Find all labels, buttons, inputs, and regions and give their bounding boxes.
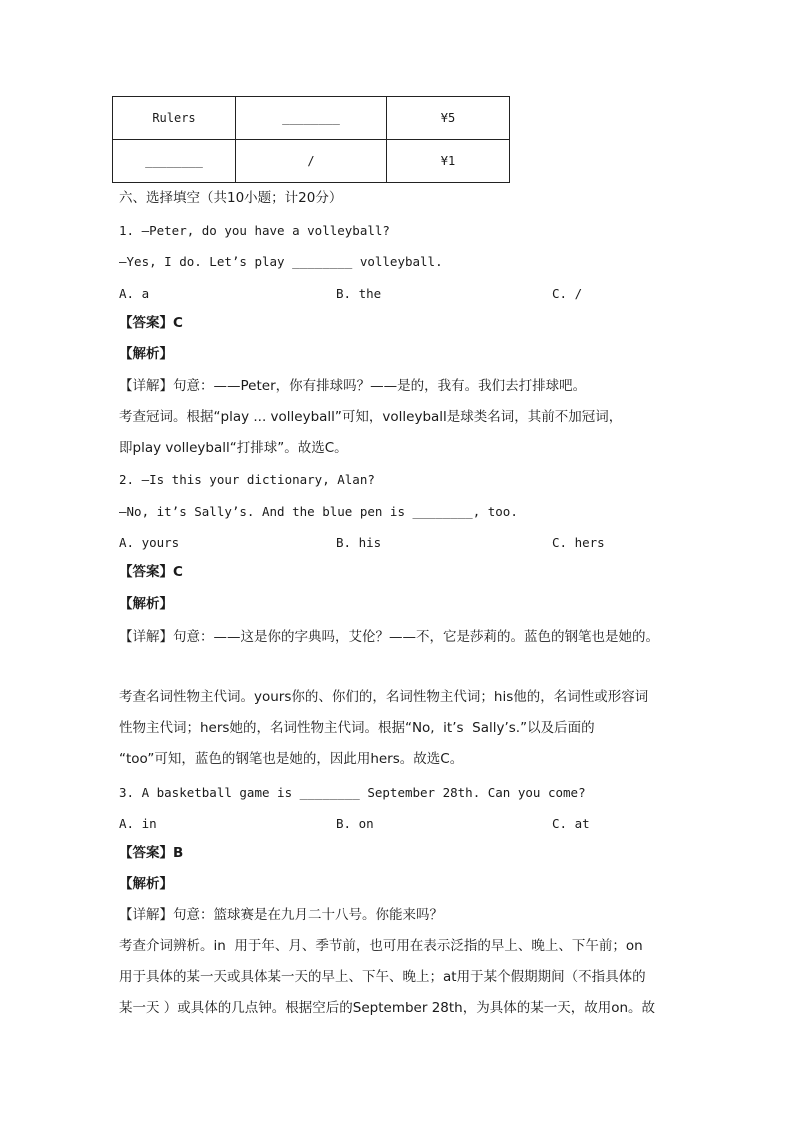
option-c: C. / — [552, 286, 583, 301]
question-2-analysis: 【解析】 — [119, 596, 173, 612]
question-2-answer: 【答案】C — [119, 564, 183, 580]
table-cell: ________ — [113, 140, 236, 183]
question-3-explanation: 考查介词辨析。in 用于年、月、季节前，也可用在表示泛指的早上、晚上、下午前；on — [119, 938, 643, 954]
table-cell: ________ — [236, 97, 387, 140]
question-2-reply: —No, it’s Sally’s. And the blue pen is ________, too. — [119, 504, 518, 519]
question-3-detail: 【详解】句意：篮球赛是在九月二十八号。你能来吗？ — [119, 907, 443, 923]
option-a: A. in — [119, 816, 157, 831]
option-a: A. yours — [119, 535, 180, 550]
table-row — [113, 97, 510, 140]
option-c: C. at — [552, 816, 590, 831]
question-1-reply: —Yes, I do. Let’s play ________ volleyball. — [119, 254, 443, 269]
option-b: B. on — [336, 816, 374, 831]
question-2-explanation: “too”可知，蓝色的钢笔也是她的，因此用hers。故选C。 — [119, 751, 464, 767]
question-3-explanation: 用于具体的某一天或具体某一天的早上、下午、晚上；at用于某个假期期间（不指具体的 — [119, 969, 646, 985]
table-cell: ¥5 — [387, 97, 510, 140]
option-b: B. the — [336, 286, 382, 301]
question-1-analysis: 【解析】 — [119, 346, 173, 362]
option-a: A. a — [119, 286, 150, 301]
question-1-prompt: 1. —Peter, do you have a volleyball? — [119, 223, 390, 238]
question-2-detail: 【详解】句意：——这是你的字典吗，艾伦？——不，它是莎莉的。蓝色的钢笔也是她的。 — [119, 629, 659, 645]
question-2-options — [119, 533, 719, 553]
question-2-prompt: 2. —Is this your dictionary, Alan? — [119, 472, 375, 487]
option-c: C. hers — [552, 535, 605, 550]
question-1-detail: 【详解】句意：——Peter，你有排球吗？——是的，我有。我们去打排球吧。 — [119, 378, 587, 394]
table-cell: ¥1 — [387, 140, 510, 183]
question-3-analysis: 【解析】 — [119, 876, 173, 892]
option-b: B. his — [336, 535, 382, 550]
question-1-explanation: 考查冠词。根据“play ... volleyball”可知，volleyball是球类名词，其前不加冠词， — [119, 409, 623, 425]
question-3-prompt: 3. A basketball game is ________ September 28th. Can you come? — [119, 785, 586, 800]
question-3-options — [119, 814, 719, 834]
question-1-explanation: 即play volleyball“打排球”。故选C。 — [119, 440, 348, 456]
question-2-explanation: 性物主代词；hers她的，名词性物主代词。根据“No, it’s Sally’s.”以及后面的 — [119, 720, 595, 736]
price-table — [112, 96, 510, 183]
section-title: 六、选择填空（共10小题；计20分） — [119, 190, 343, 206]
table-cell: Rulers — [113, 97, 236, 140]
table-cell: / — [236, 140, 387, 183]
table-row — [113, 140, 510, 183]
question-1-answer: 【答案】C — [119, 315, 183, 331]
question-1-options — [119, 284, 719, 304]
question-3-explanation: 某一天 ）或具体的几点钟。根据空后的September 28th，为具体的某一天，故用on。故 — [119, 1000, 656, 1016]
question-3-answer: 【答案】B — [119, 845, 184, 861]
question-2-explanation: 考查名词性物主代词。yours你的、你们的，名词性物主代词；his他的，名词性或形容词 — [119, 689, 649, 705]
